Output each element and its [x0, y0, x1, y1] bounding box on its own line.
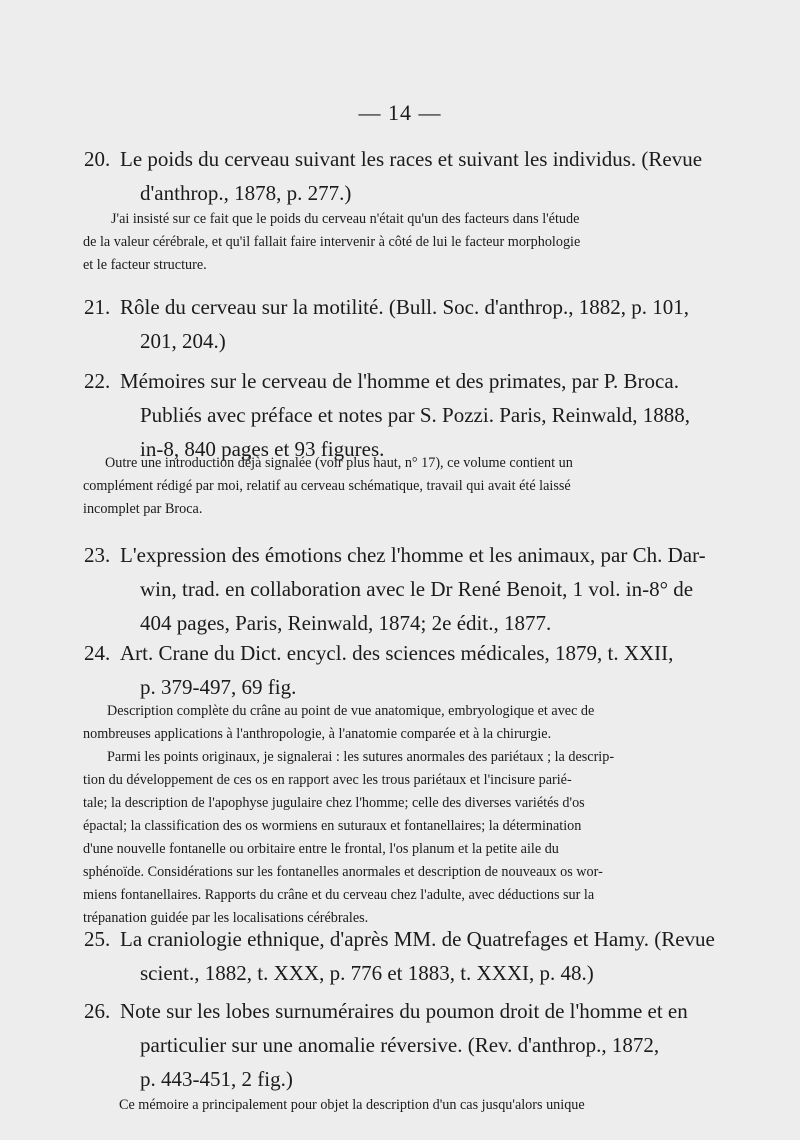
entry-25-number: 25.: [84, 927, 111, 951]
entry-26-line-2: particulier sur une anomalie réversive. (Rev. d'anthrop., 1872,: [140, 1033, 660, 1057]
entry-20-line-1: 20. Le poids du cerveau suivant les races et suivant les individus. (Revue: [84, 142, 708, 176]
note-line: Parmi les points originaux, je signalerai : les sutures anormales des pariétaux ; la descrip-: [107, 749, 615, 765]
note-line: tion du développement de ces os en rapport avec les trous pariétaux et l'incisure parié-: [83, 772, 572, 788]
note-24: [83, 700, 711, 930]
entry-22-line-1: 22. Mémoires sur le cerveau de l'homme et des primates, par P. Broca.: [84, 364, 708, 398]
entry-24-line-2: p. 379-497, 69 fig.: [140, 675, 297, 699]
note-line: sphénoïde. Considérations sur les fontanelles anormales et description de nouveaux os wor-: [83, 864, 603, 880]
note-line: complément rédigé par moi, relatif au cerveau schématique, travail qui avait été laissé: [83, 478, 571, 494]
entry-23-number: 23.: [84, 543, 111, 567]
entry-24-number: 24.: [84, 641, 111, 665]
note-line: tale; la description de l'apophyse jugulaire chez l'homme; celle des diverses variétés d'os: [83, 795, 585, 811]
entry-25-line-1: 25. La craniologie ethnique, d'après MM. de Quatrefages et Hamy. (Revue: [84, 922, 708, 956]
entry-23-line-3: 404 pages, Paris, Reinwald, 1874; 2e édit., 1877.: [140, 611, 552, 635]
entry-25-line-2: scient., 1882, t. XXX, p. 776 et 1883, t. XXXI, p. 48.): [140, 961, 594, 985]
note-line: Description complète du crâne au point de vue anatomique, embryologique et avec de: [107, 703, 595, 719]
note-line: et le facteur structure.: [83, 257, 207, 273]
entry-20-number: 20.: [84, 147, 111, 171]
page-number: — 14 —: [358, 100, 442, 125]
entry-26-line-3: p. 443-451, 2 fig.): [140, 1067, 293, 1091]
note-line: épactal; la classification des os wormiens en suturaux et fontanellaires; la détermination: [83, 818, 582, 834]
entry-21-line-1: 21. Rôle du cerveau sur la motilité. (Bull. Soc. d'anthrop., 1882, p. 101,: [84, 290, 708, 324]
note-line: Ce mémoire a principalement pour objet la description d'un cas jusqu'alors unique: [119, 1097, 585, 1113]
entry-23-line-1: 23. L'expression des émotions chez l'homme et les animaux, par Ch. Dar-: [84, 538, 708, 572]
note-line: incomplet par Broca.: [83, 501, 203, 517]
entry-21-line-2: 201, 204.): [140, 329, 226, 353]
entry-24-line-1: 24. Art. Crane du Dict. encycl. des sciences médicales, 1879, t. XXII,: [84, 636, 708, 670]
entry-26: [84, 994, 708, 1096]
note-line: d'une nouvelle fontanelle ou orbitaire entre le frontal, l'os planum et la petite aile du: [83, 841, 559, 857]
note-line: miens fontanellaires. Rapports du crâne et du cerveau chez l'adulte, avec déductions sur la: [83, 887, 595, 903]
entry-23-line-2: win, trad. en collaboration avec le Dr René Benoit, 1 vol. in-8° de: [140, 577, 694, 601]
entry-23: [84, 538, 708, 640]
note-line: nombreuses applications à l'anthropologie, à l'anatomie comparée et à la chirurgie.: [83, 726, 552, 742]
entry-24: [84, 636, 708, 704]
entry-22-line-3: in-8, 840 pages et 93 figures.: [140, 437, 385, 461]
entry-26-line-1: 26. Note sur les lobes surnuméraires du poumon droit de l'homme et en: [84, 994, 708, 1028]
note-26: [83, 1094, 711, 1117]
note-20: [83, 208, 711, 277]
entry-22-number: 22.: [84, 369, 111, 393]
note-line: Outre une introduction déjà signalée (voir plus haut, n° 17), ce volume contient un: [105, 455, 573, 471]
entry-25: [84, 922, 715, 990]
note-line: de la valeur cérébrale, et qu'il fallait faire intervenir à côté de lui le facteur morphologie: [83, 234, 581, 250]
entry-21-number: 21.: [84, 295, 111, 319]
note-line: trépanation guidée par les localisations cérébrales.: [83, 910, 369, 926]
entry-22: [84, 364, 708, 466]
entry-26-number: 26.: [84, 999, 111, 1023]
note-22: [83, 452, 711, 521]
entry-20-line-2: d'anthrop., 1878, p. 277.): [140, 181, 352, 205]
entry-20: [84, 142, 708, 210]
entry-22-line-2: Publiés avec préface et notes par S. Pozzi. Paris, Reinwald, 1888,: [140, 403, 690, 427]
entry-21: [84, 290, 708, 358]
note-line: J'ai insisté sur ce fait que le poids du cerveau n'était qu'un des facteurs dans l'étude: [111, 211, 580, 227]
